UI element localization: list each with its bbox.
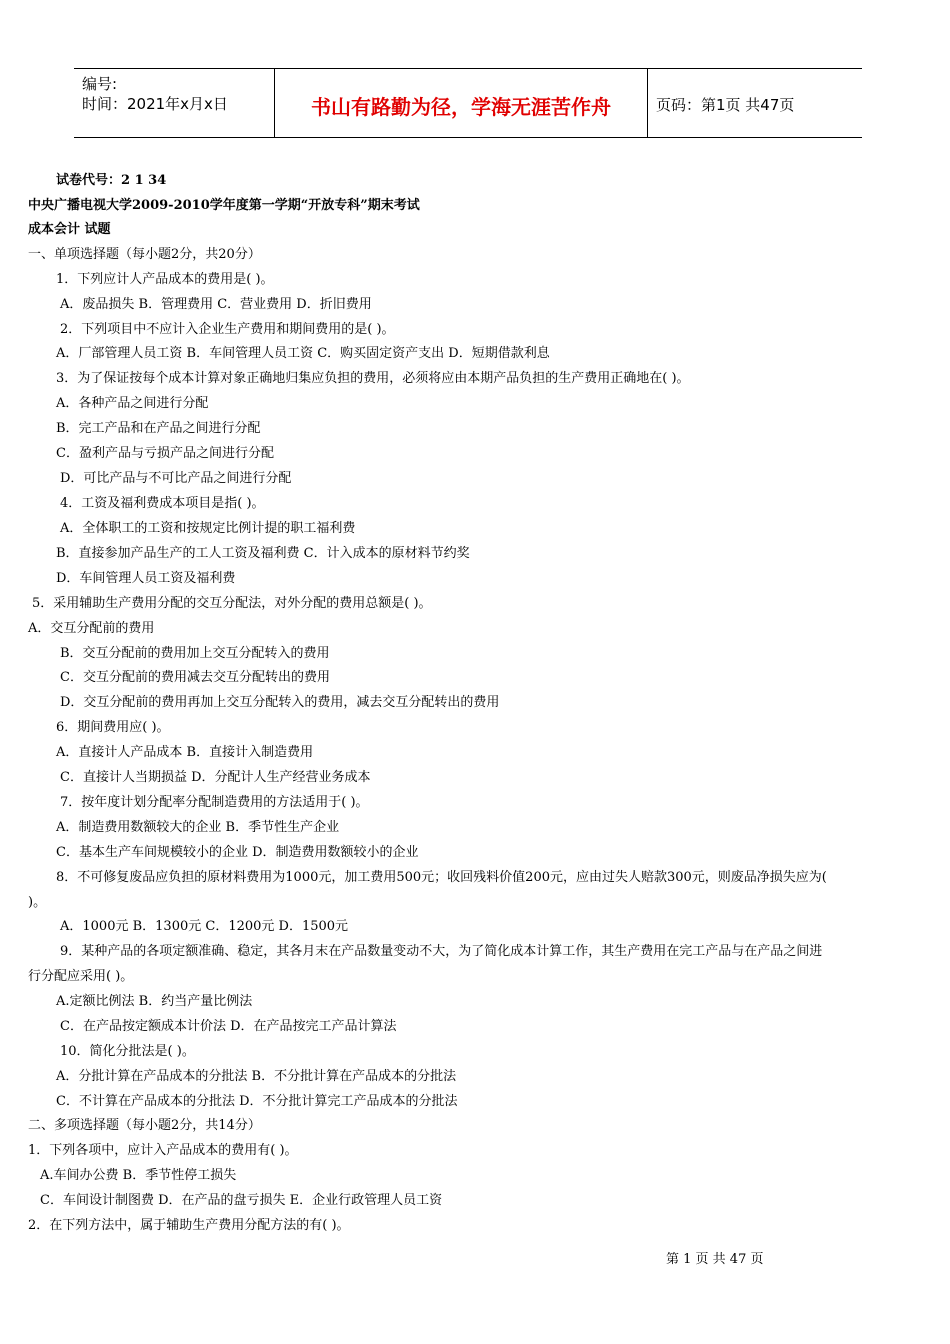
option-line: C．不计算在产品成本的分批法 D．不分批计算完工产品成本的分批法 [56, 1094, 458, 1109]
exam-title: 中央广播电视大学2009-2010学年度第一学期“开放专科”期末考试 [28, 198, 420, 213]
section-heading: 一、单项选择题（每小题2分，共20分） [28, 247, 261, 262]
option-line: A．各种产品之间进行分配 [56, 396, 209, 411]
page-code: 页码：第1页 共47页 [656, 96, 795, 114]
section-heading: 二、多项选择题（每小题2分，共14分） [28, 1118, 261, 1133]
question-line: 3．为了保证按每个成本计算对象正确地归集应负担的费用，必须将应由本期产品负担的生产费用正确地在( )。 [56, 371, 690, 386]
option-line: C．交互分配前的费用减去交互分配转出的费用 [60, 670, 330, 685]
option-line: C．车间设计制图费 D．在产品的盘亏损失 E．企业行政管理人员工资 [40, 1193, 443, 1208]
option-line: B．直接参加产品生产的工人工资及福利费 C．计入成本的原材料节约奖 [56, 546, 470, 561]
option-line: C．在产品按定额成本计价法 D．在产品按完工产品计算法 [60, 1019, 397, 1034]
question-line: 2．在下列方法中，属于辅助生产费用分配方法的有( )。 [28, 1218, 350, 1233]
option-line: A．制造费用数额较大的企业 B．季节性生产企业 [56, 820, 340, 835]
question-line: 1．下列各项中，应计入产品成本的费用有( )。 [28, 1143, 298, 1158]
header-page-cell [648, 69, 862, 137]
time-line: 时间：2021年x月x日 [82, 95, 228, 113]
question-line: 5．采用辅助生产费用分配的交互分配法，对外分配的费用总额是( )。 [32, 596, 432, 611]
option-line: B．完工产品和在产品之间进行分配 [56, 421, 261, 436]
motto: 书山有路勤为径，学海无涯苦作舟 [311, 95, 611, 119]
option-line: D．交互分配前的费用再加上交互分配转入的费用，减去交互分配转出的费用 [60, 695, 500, 710]
option-line: B．交互分配前的费用加上交互分配转入的费用 [60, 646, 330, 661]
option-line: C．盈利产品与亏损产品之间进行分配 [56, 446, 274, 461]
question-line: 行分配应采用( )。 [28, 969, 134, 984]
question-line: 2．下列项目中不应计入企业生产费用和期间费用的是( )。 [60, 322, 395, 337]
question-line: 4．工资及福利费成本项目是指( )。 [60, 496, 265, 511]
option-line: A．厂部管理人员工资 B．车间管理人员工资 C．购买固定资产支出 D．短期借款利息 [56, 346, 550, 361]
page-footer: 第 1 页 共 47 页 [666, 1252, 764, 1267]
option-line: A.车间办公费 B．季节性停工损失 [40, 1168, 237, 1183]
question-line: 10．简化分批法是( )。 [60, 1044, 195, 1059]
option-line: D．车间管理人员工资及福利费 [56, 571, 236, 586]
number-label: 编号: [82, 75, 118, 93]
option-line: D．可比产品与不可比产品之间进行分配 [60, 471, 292, 486]
question-line: 7．按年度计划分配率分配制造费用的方法适用于( )。 [60, 795, 369, 810]
option-line: A．分批计算在产品成本的分批法 B．不分批计算在产品成本的分批法 [56, 1069, 457, 1084]
question-line: )。 [28, 895, 47, 910]
header-motto-cell [275, 69, 648, 137]
option-line: C．直接计人当期损益 D．分配计人生产经营业务成本 [60, 770, 371, 785]
option-line: A．直接计人产品成本 B．直接计入制造费用 [56, 745, 314, 760]
option-line: A．全体职工的工资和按规定比例计提的职工福利费 [60, 521, 356, 536]
option-line: C．基本生产车间规模较小的企业 D．制造费用数额较小的企业 [56, 845, 419, 860]
document-header [74, 68, 862, 138]
option-line: A．交互分配前的费用 [28, 621, 155, 636]
header-left-cell [74, 69, 275, 137]
question-line: 1．下列应计人产品成本的费用是( )。 [56, 272, 274, 287]
option-line: A.定额比例法 B．约当产量比例法 [56, 994, 253, 1009]
question-line: 9．某种产品的各项定额准确、稳定，其各月末在产品数量变动不大，为了简化成本计算工作，其生产费用在完工产品与在产品之间进 [60, 944, 823, 959]
exam-subject: 成本会计 试题 [28, 222, 111, 237]
exam-code: 试卷代号：2 1 34 [56, 173, 167, 188]
option-line: A．废品损失 B．管理费用 C．营业费用 D．折旧费用 [60, 297, 372, 312]
question-line: 8．不可修复废品应负担的原材料费用为1000元，加工费用500元；收回残料价值200元，应由过失人赔款300元，则废品净损失应为( [56, 870, 827, 885]
option-line: A．1000元 B．1300元 C．1200元 D．1500元 [60, 919, 349, 934]
question-line: 6．期间费用应( )。 [56, 720, 170, 735]
